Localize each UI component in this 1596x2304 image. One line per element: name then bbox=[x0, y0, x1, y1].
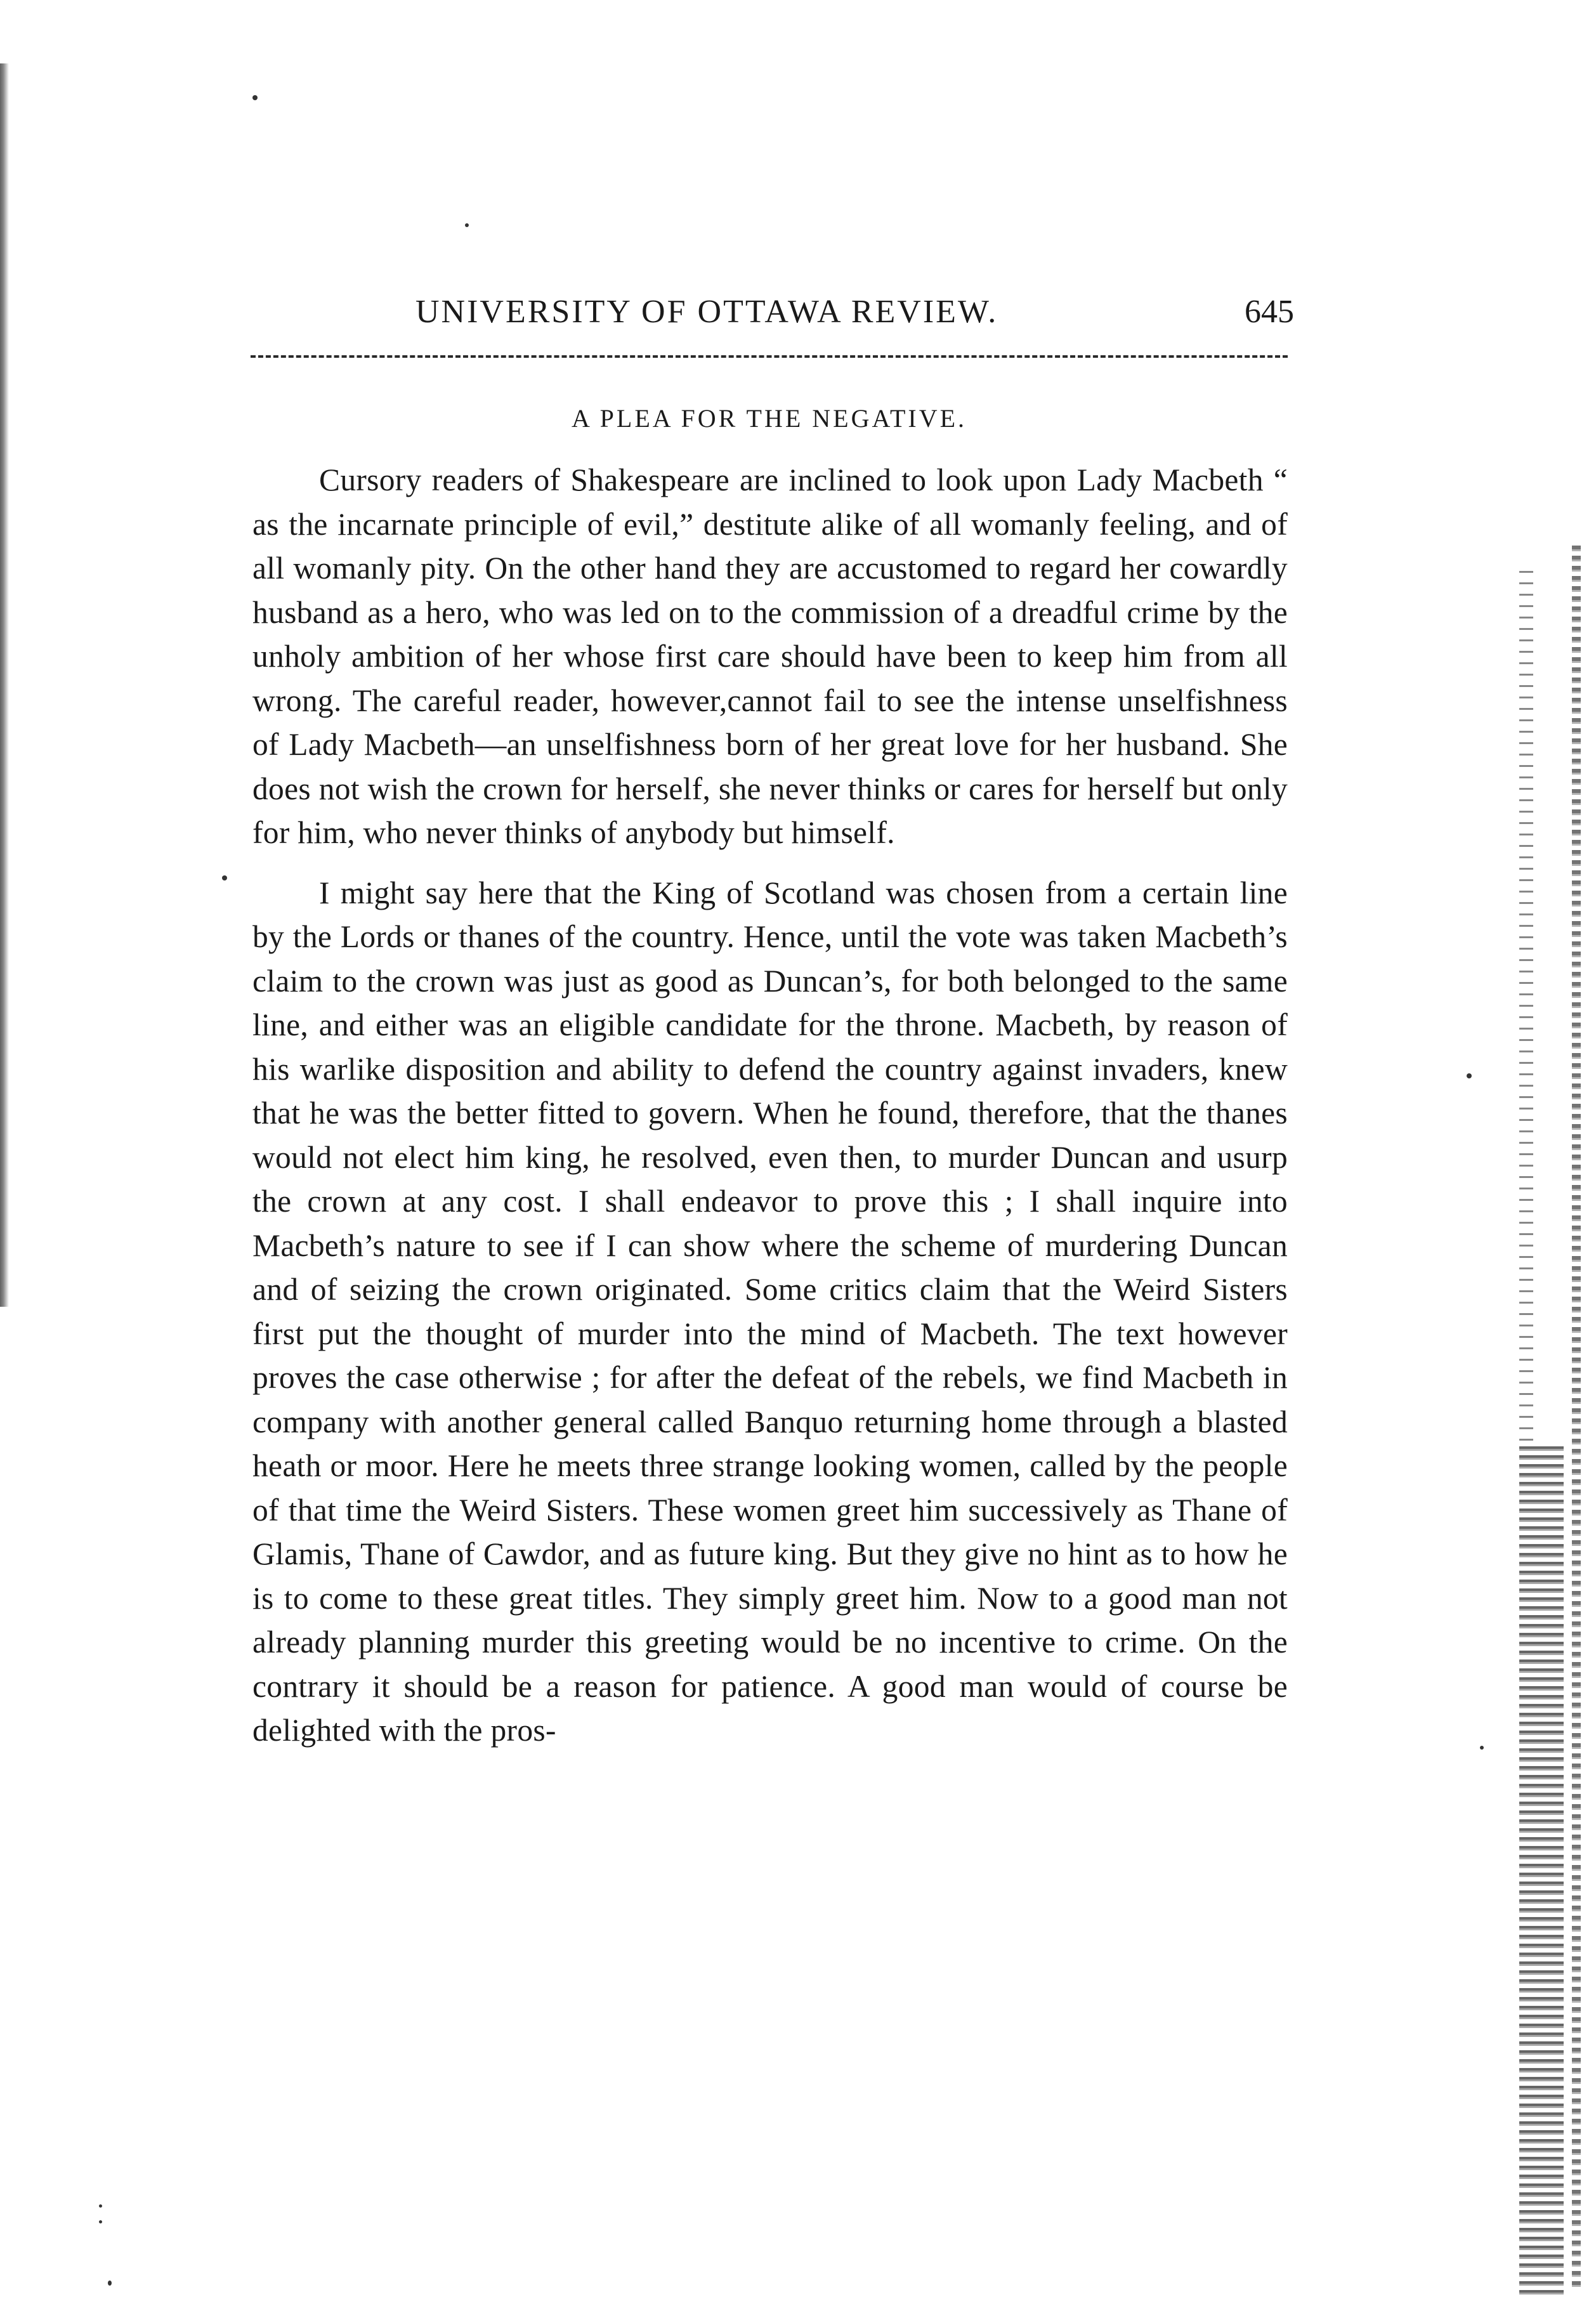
scan-speck bbox=[99, 2204, 102, 2208]
journal-title: UNIVERSITY OF OTTAWA REVIEW. bbox=[415, 294, 998, 330]
scan-speck bbox=[1480, 1746, 1484, 1750]
scan-edge-right bbox=[1519, 1446, 1564, 2296]
scan-speck bbox=[108, 2281, 112, 2286]
scan-edge-right-dots bbox=[1519, 571, 1533, 1446]
page-number: 645 bbox=[1245, 294, 1294, 330]
article-title: A PLEA FOR THE NEGATIVE. bbox=[571, 404, 967, 433]
scan-speck bbox=[252, 95, 258, 100]
scan-speck bbox=[465, 223, 469, 227]
header-rule bbox=[251, 355, 1288, 358]
paragraph: Cursory readers of Shakespeare are inclined to look upon Lady Macbeth “ as the incarnate principle of evil,” destitute alike of all womanly feeling, and of all womanly pity. On the other hand they are accustomed to regard her cowardly husband as a hero, who was led on to the commission of a dreadful crime by the unholy ambition of her whose first care should have been to keep him from all wrong. The careful reader, however,cannot fail to see the intense unselfishness of Lady Macbeth—an unselfishness born of her great love for her husband. She does not wish the crown for herself, she never thinks or cares for herself but only for him, who never thinks of anybody but himself. bbox=[252, 462, 1288, 850]
running-header bbox=[415, 293, 1294, 337]
paragraph: I might say here that the King of Scotland was chosen from a certain line by the Lords or thanes of the country. Hence, until the vote was taken Macbeth’s claim to the crown was just as good as Duncan’s, for both belonged to the same line, and either was an eligible candidate for the throne. Macbeth, by reason of his warlike disposition and ability to defend the country against invaders, knew that he was the better fitted to govern. When he found, therefore, that the thanes would not elect him king, he resolved, even then, to murder Duncan and usurp the crown at any cost. I shall endeavor to prove this ; I shall inquire into Macbeth’s nature to see if I can show where the scheme of murdering Duncan and of seizing the crown originated. Some critics claim that the Weird Sisters first put the thought of murder into the mind of Macbeth. The text however proves the case otherwise ; for after the defeat of the rebels, we find Macbeth in company with another general called Banquo returning home through a blasted heath or moor. Here he meets three strange looking women, called by the people of that time the Weird Sisters. These women greet him successively as Thane of Glamis, Thane of Cawdor, and as future king. But they give no hint as to how he is to come to these great titles. They simply greet him. Now to a good man not already planning murder this greeting would be no incentive to crime. On the contrary it should be a reason for patience. A good man would of course be delighted with the pros- bbox=[252, 875, 1288, 1748]
scan-edge-right-far bbox=[1572, 546, 1581, 2290]
scan-edge-left bbox=[0, 63, 9, 1307]
scan-speck bbox=[1467, 1073, 1472, 1078]
scan-speck bbox=[222, 875, 227, 880]
article-body bbox=[252, 458, 1288, 1753]
scan-speck bbox=[99, 2220, 102, 2223]
